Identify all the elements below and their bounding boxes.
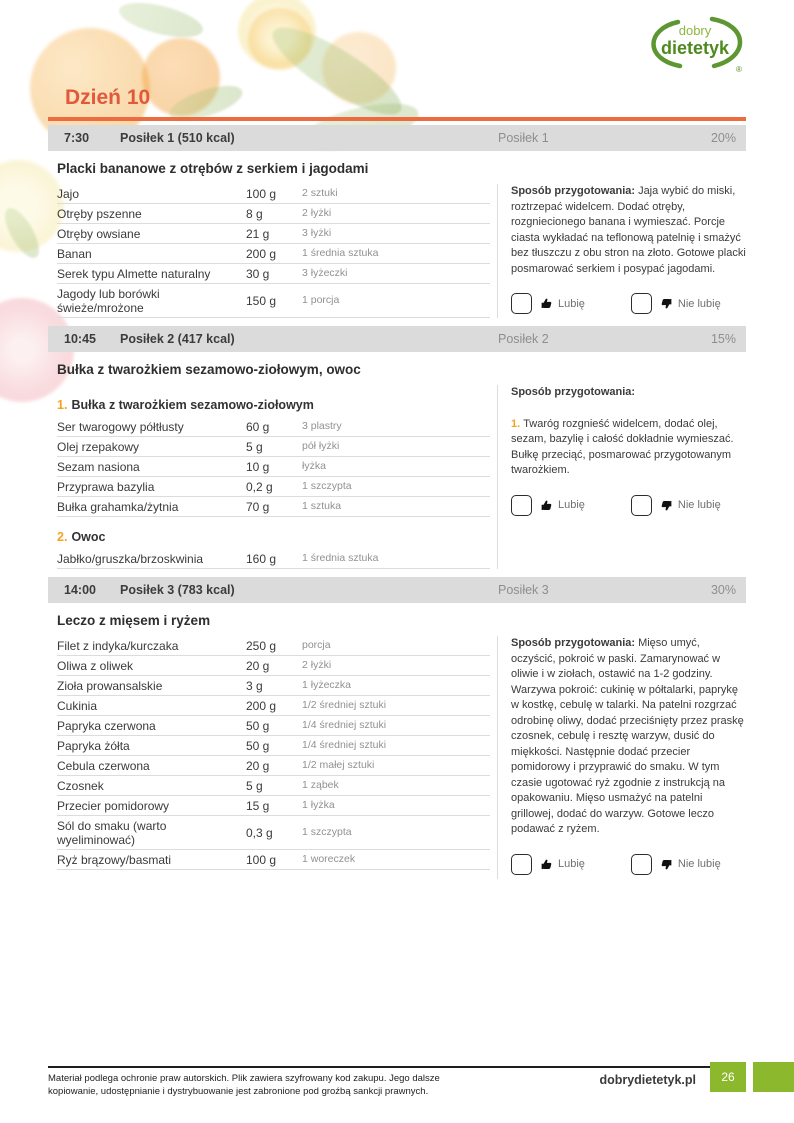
ingredient-row — [57, 224, 490, 244]
dislike-checkbox[interactable] — [631, 495, 652, 516]
ingredient-amount: 20 g — [246, 658, 270, 673]
preparation-text — [511, 184, 746, 277]
ingredient-name: Przecier pomidorowy — [57, 798, 170, 813]
ingredient-amount: 160 g — [246, 551, 277, 566]
ingredient-portion: 2 łyżki — [302, 659, 332, 671]
logo-text-bottom: dietetyk — [660, 38, 730, 58]
like-label: Lubię — [558, 499, 585, 511]
prep-step-text: Twaróg rozgnieść widelcem, dodać olej, sezam, bazylię i całość dokładnie wymieszać. Bułkę przeciąć, posmarować przygotowanym twarożkiem. — [511, 417, 734, 476]
ingredient-amount: 50 g — [246, 718, 270, 733]
meal-name-right: Posiłek 2 — [498, 332, 549, 346]
meal-percent: 30% — [710, 583, 736, 597]
prep-paragraph — [511, 417, 746, 479]
ingredient-amount: 20 g — [246, 758, 270, 773]
thumb-down-icon — [660, 499, 673, 512]
ingredient-row — [57, 796, 490, 816]
ingredient-portion: 1 ząbek — [302, 779, 339, 791]
ingredient-row — [57, 676, 490, 696]
ingredient-row — [57, 850, 490, 870]
meal-header-bar — [48, 125, 746, 151]
ingredients-column — [48, 385, 490, 569]
ingredient-row — [57, 816, 490, 850]
ingredient-group-heading — [57, 398, 490, 412]
ingredient-name: Przyprawa bazylia — [57, 479, 155, 494]
ingredient-portion: 3 plastry — [302, 420, 342, 432]
meal-name-kcal: Posiłek 3 (783 kcal) — [120, 583, 235, 597]
prep-lead: Sposób przygotowania: — [511, 386, 636, 398]
recipe-title: Placki bananowe z otrębów z serkiem i jagodami — [57, 161, 369, 176]
prep-paragraph — [511, 636, 746, 838]
ingredient-row — [57, 696, 490, 716]
ingredient-portion: 1 sztuka — [302, 500, 342, 512]
ingredient-portion: 3 łyżki — [302, 227, 332, 239]
ingredient-amount: 50 g — [246, 738, 270, 753]
ingredient-row — [57, 497, 490, 517]
like-dislike-row — [511, 854, 746, 875]
ingredient-row — [57, 477, 490, 497]
ingredient-row — [57, 457, 490, 477]
group-title: Bułka z twarożkiem sezamowo-ziołowym — [71, 398, 314, 412]
leaf-image — [116, 0, 206, 44]
meal-section — [48, 577, 746, 879]
orange-divider — [48, 117, 746, 121]
ingredient-row — [57, 264, 490, 284]
ingredient-amount: 0,2 g — [246, 479, 273, 494]
ingredient-row — [57, 736, 490, 756]
ingredient-portion: 3 łyżeczki — [302, 267, 348, 279]
ingredient-row — [57, 284, 490, 318]
ingredient-name: Sezam nasiona — [57, 459, 140, 474]
meal-time: 14:00 — [64, 583, 96, 597]
ingredient-row — [57, 417, 490, 437]
ingredient-portion: 1 szczypta — [302, 480, 352, 492]
ingredient-portion: 2 łyżki — [302, 207, 332, 219]
logo-text-top: dobry — [678, 23, 712, 38]
recipe-title: Leczo z mięsem i ryżem — [57, 613, 211, 628]
ingredient-name: Jagody lub borówki świeże/mrożone — [57, 286, 160, 315]
ingredient-portion: 1 woreczek — [302, 853, 356, 865]
orange-slice-image — [248, 8, 312, 70]
dislike-label: Nie lubię — [677, 499, 721, 511]
dobry-dietetyk-logo — [638, 14, 750, 79]
meal-body — [48, 636, 746, 879]
ingredient-row — [57, 204, 490, 224]
green-edge-block — [753, 1062, 794, 1092]
prep-step-text: Jaja wybić do miski, roztrzepać widelcem. Dodać otręby, rozgniecionego banana i wymieszać. Porcje ciasta wykładać na teflonową patelnię i smażyć bez tłuszczu z obu stron na złoto. Gotowe placki posmarować serkiem i posypać jagodami. — [511, 185, 746, 275]
meal-time: 7:30 — [64, 131, 90, 145]
meal-percent: 20% — [710, 131, 736, 145]
meal-section — [48, 326, 746, 569]
ingredient-amount: 8 g — [246, 206, 263, 221]
ingredient-row — [57, 184, 490, 204]
ingredient-amount: 100 g — [246, 186, 277, 201]
dislike-checkbox[interactable] — [631, 293, 652, 314]
ingredient-amount: 5 g — [246, 439, 263, 454]
ingredient-amount: 150 g — [246, 293, 277, 308]
preparation-column — [497, 184, 746, 318]
ingredient-name: Ryż brązowy/basmati — [57, 852, 172, 867]
ingredient-portion: pół łyżki — [302, 440, 340, 452]
dislike-option[interactable] — [631, 854, 721, 875]
ingredient-name: Otręby owsiane — [57, 226, 141, 241]
ingredient-amount: 250 g — [246, 638, 277, 653]
ingredient-name: Bułka grahamka/żytnia — [57, 499, 179, 514]
ingredient-name: Czosnek — [57, 778, 104, 793]
ingredient-amount: 15 g — [246, 798, 270, 813]
lemon-slice-image — [238, 0, 316, 68]
ingredient-name: Zioła prowansalskie — [57, 678, 163, 693]
ingredient-amount: 30 g — [246, 266, 270, 281]
like-option[interactable] — [511, 293, 585, 314]
like-dislike-row — [511, 293, 746, 314]
ingredient-portion: 1/4 średniej sztuki — [302, 739, 387, 751]
like-option[interactable] — [511, 854, 585, 875]
ingredient-name: Olej rzepakowy — [57, 439, 140, 454]
ingredient-row — [57, 549, 490, 569]
ingredient-portion: 1 łyżka — [302, 799, 335, 811]
page-title: Dzień 10 — [65, 86, 151, 109]
ingredient-name: Ser twarogowy półtłusty — [57, 419, 184, 434]
website-url: dobrydietetyk.pl — [599, 1073, 696, 1087]
dislike-option[interactable] — [631, 495, 721, 516]
prep-lead: Sposób przygotowania: — [511, 637, 636, 649]
ingredient-name: Cukinia — [57, 698, 98, 713]
ingredient-name: Jabłko/gruszka/brzoskwinia — [57, 551, 204, 566]
meal-header-bar — [48, 577, 746, 603]
ingredient-portion: 1 łyżeczka — [302, 679, 352, 691]
preparation-column — [497, 385, 746, 569]
ingredient-name: Papryka czerwona — [57, 718, 156, 733]
ingredient-portion: 1/2 małej sztuki — [302, 759, 375, 771]
ingredient-portion: 1 średnia sztuka — [302, 552, 379, 564]
ingredient-row — [57, 636, 490, 656]
ingredient-group-heading — [57, 530, 490, 544]
thumb-down-icon — [660, 297, 673, 310]
ingredient-name: Oliwa z oliwek — [57, 658, 134, 673]
dislike-label: Nie lubię — [677, 858, 721, 870]
ingredient-amount: 200 g — [246, 246, 277, 261]
thumb-down-icon — [660, 858, 673, 871]
thumb-up-icon — [540, 297, 553, 310]
copyright-line-2: kopiowanie, udostępnianie i dystrybuowanie jest zabronione pod groźbą sankcji prawnych. — [48, 1086, 429, 1097]
recipe-title: Bułka z twarożkiem sezamowo-ziołowym, owoc — [57, 362, 361, 377]
ingredient-row — [57, 776, 490, 796]
ingredient-portion: łyżka — [302, 460, 326, 472]
copyright-line-1: Materiał podlega ochronie praw autorskich. Plik zawiera szyfrowany kod zakupu. Jego dalsze — [48, 1073, 440, 1084]
ingredient-name: Filet z indyka/kurczaka — [57, 638, 179, 653]
meal-header-bar — [48, 326, 746, 352]
ingredient-row — [57, 716, 490, 736]
ingredient-amount: 0,3 g — [246, 825, 273, 840]
dislike-option[interactable] — [631, 293, 721, 314]
like-checkbox[interactable] — [511, 293, 532, 314]
meal-body — [48, 385, 746, 569]
footer-divider — [48, 1066, 710, 1068]
preparation-column — [497, 636, 746, 879]
prep-step-number: 1. — [511, 417, 521, 430]
ingredient-name: Serek typu Almette naturalny — [57, 266, 211, 281]
meal-percent: 15% — [710, 332, 736, 346]
ingredients-column — [48, 184, 490, 318]
meal-name-kcal: Posiłek 2 (417 kcal) — [120, 332, 235, 346]
ingredient-portion: 1 średnia sztuka — [302, 247, 379, 259]
ingredients-column — [48, 636, 490, 879]
ingredient-amount: 200 g — [246, 698, 277, 713]
ingredient-amount: 10 g — [246, 459, 270, 474]
registered-mark: ® — [736, 65, 742, 74]
group-number: 1. — [57, 398, 68, 412]
ingredient-name: Banan — [57, 246, 92, 261]
thumb-up-icon — [540, 499, 553, 512]
like-option[interactable] — [511, 495, 585, 516]
page-number-badge: 26 — [710, 1062, 746, 1092]
ingredient-row — [57, 756, 490, 776]
group-title: Owoc — [71, 530, 106, 544]
ingredient-portion: 1 szczypta — [302, 826, 352, 838]
preparation-text — [511, 385, 746, 479]
ingredient-amount: 5 g — [246, 778, 263, 793]
ingredient-portion: 1/4 średniej sztuki — [302, 719, 387, 731]
like-checkbox[interactable] — [511, 854, 532, 875]
ingredient-portion: 1 porcja — [302, 294, 340, 306]
dislike-label: Nie lubię — [677, 297, 721, 310]
copyright-notice — [48, 1072, 478, 1098]
ingredient-amount: 3 g — [246, 678, 263, 693]
ingredient-amount: 70 g — [246, 499, 270, 514]
ingredient-amount: 21 g — [246, 226, 270, 241]
page-footer — [0, 1062, 794, 1108]
meal-section — [48, 125, 746, 318]
ingredient-name: Cebula czerwona — [57, 758, 150, 773]
ingredient-name: Papryka żółta — [57, 738, 130, 753]
meal-name-kcal: Posiłek 1 (510 kcal) — [120, 131, 235, 145]
prep-step-text: Mięso umyć, oczyścić, pokroić w paski. Zamarynować w oliwie i w ziołach, ostawić na 1-2 godziny. Warzywa pokroić: cukinię w półtalarki, paprykę w kostkę, cebulę w talarki. Na patelni rozgrzać odrobinę oliwy, dodać przeciśnięty przez praskę czosnek, cebulę i resztę warzyw, dusić do miękkości. Następnie dodać przecier pomidorowy i przyprawić do smaku. W tym czasie ugotować ryż zgodnie z instrukcją na opakowaniu. Mięso usmażyć na patelni grillowej, dodać do warzyw. Gotowe leczo podawać z ryżem. — [511, 637, 744, 835]
ingredient-name: Sól do smaku (warto wyeliminować) — [57, 818, 167, 847]
like-label: Lubię — [558, 858, 585, 870]
meal-name-right: Posiłek 3 — [498, 583, 549, 597]
preparation-text — [511, 636, 746, 838]
ingredient-name: Otręby pszenne — [57, 206, 142, 221]
meal-name-right: Posiłek 1 — [498, 131, 549, 145]
ingredient-name: Jajo — [57, 186, 80, 201]
ingredient-row — [57, 244, 490, 264]
ingredient-portion: porcja — [302, 639, 331, 651]
ingredient-amount: 60 g — [246, 419, 270, 434]
thumb-up-icon — [540, 858, 553, 871]
prep-lead: Sposób przygotowania: — [511, 185, 636, 197]
like-label: Lubię — [558, 297, 585, 310]
dislike-checkbox[interactable] — [631, 854, 652, 875]
ingredient-portion: 1/2 średniej sztuki — [302, 699, 387, 711]
ingredient-row — [57, 437, 490, 457]
prep-paragraph — [511, 184, 746, 277]
ingredient-portion: 2 sztuki — [302, 187, 338, 199]
ingredient-row — [57, 656, 490, 676]
meal-time: 10:45 — [64, 332, 96, 346]
like-dislike-row — [511, 495, 746, 516]
meals-container — [48, 125, 746, 879]
like-checkbox[interactable] — [511, 495, 532, 516]
group-number: 2. — [57, 530, 68, 544]
meal-body — [48, 184, 746, 318]
ingredient-amount: 100 g — [246, 852, 277, 867]
prep-paragraph — [511, 385, 746, 401]
